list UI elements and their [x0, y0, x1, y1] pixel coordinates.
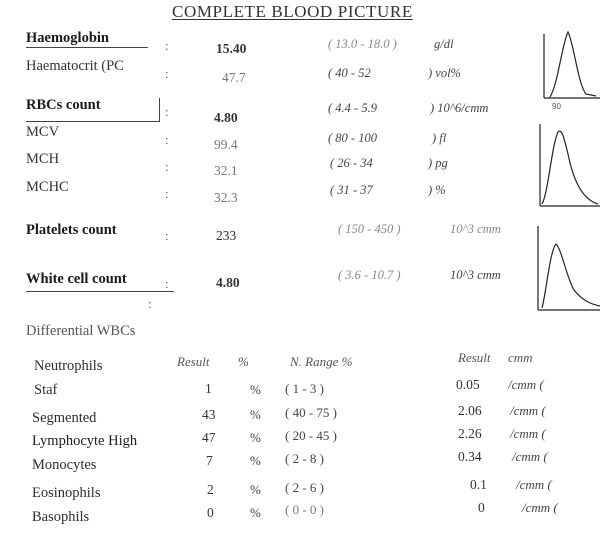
diff-abs-basophils: 0	[478, 500, 485, 515]
diff-range-lymphocyte: ( 20 - 45 )	[285, 428, 337, 443]
diff-percent-basophils: %	[250, 505, 261, 520]
param-unit-mchc: ) %	[428, 183, 446, 197]
diff-range-staf: ( 1 - 3 )	[285, 381, 324, 396]
param-label-mch: MCH	[26, 151, 60, 167]
diff-label-lymphocyte: Lymphocyte High	[32, 433, 138, 449]
colon: :	[165, 276, 169, 291]
diff-percent-monocytes: %	[250, 453, 261, 468]
param-range-mch: ( 26 - 34	[330, 156, 373, 170]
param-label-mcv: MCV	[26, 124, 60, 140]
colon: :	[165, 38, 169, 53]
diff-unit-staf: /cmm (	[508, 377, 544, 392]
colon: :	[165, 159, 169, 174]
colon: :	[165, 66, 169, 81]
divider	[26, 121, 160, 122]
diff-label-staf: Staf	[34, 382, 58, 398]
diff-abs-eosinophils: 0.1	[470, 477, 487, 492]
diff-range-segmented: ( 40 - 75 )	[285, 405, 337, 420]
param-unit-white-cell: 10^3 cmm	[450, 268, 501, 282]
diff-abs-monocytes: 0.34	[458, 449, 482, 464]
divider	[26, 47, 148, 48]
colon: :	[165, 228, 169, 243]
diff-result-basophils: 0	[207, 505, 214, 520]
param-result-haemoglobin: 15.40	[216, 41, 247, 56]
param-unit-haematocrit: ) vol%	[428, 66, 461, 80]
param-range-rbcs: ( 4.4 - 5.9	[328, 101, 377, 115]
diff-unit-monocytes: /cmm (	[512, 449, 548, 464]
diff-unit-eosinophils: /cmm (	[516, 477, 552, 492]
diff-percent-segmented: %	[250, 407, 261, 422]
divider	[26, 291, 174, 292]
param-range-white-cell: ( 3.6 - 10.7 )	[338, 268, 401, 282]
diff-percent-staf: %	[250, 382, 261, 397]
param-result-platelets: 233	[216, 228, 237, 243]
histogram-tick: 90	[552, 102, 561, 111]
diff-percent-eosinophils: %	[250, 482, 261, 497]
header-normal-range: N. Range %	[290, 354, 353, 369]
param-unit-mcv: ) fl	[432, 131, 447, 145]
param-result-mchc: 32.3	[214, 190, 238, 205]
param-unit-rbcs: ) 10^6/cmm	[430, 101, 489, 115]
diff-result-monocytes: 7	[206, 453, 213, 468]
colon: :	[165, 104, 169, 119]
diff-abs-segmented: 2.06	[458, 403, 482, 418]
param-result-white-cell: 4.80	[216, 275, 240, 290]
histogram-graphs	[524, 14, 600, 314]
diff-result-segmented: 43	[202, 407, 216, 422]
param-label-haemoglobin: Haemoglobin	[26, 30, 109, 46]
param-label-white-cell: White cell count	[26, 271, 127, 287]
colon: :	[165, 132, 169, 147]
diff-range-eosinophils: ( 2 - 6 )	[285, 480, 324, 495]
colon: :	[165, 186, 169, 201]
diff-range-monocytes: ( 2 - 8 )	[285, 451, 324, 466]
divider	[159, 98, 160, 122]
diff-result-staf: 1	[205, 381, 212, 396]
diff-unit-segmented: /cmm (	[510, 403, 546, 418]
diff-unit-basophils: /cmm (	[522, 500, 558, 515]
param-label-platelets: Platelets count	[26, 222, 117, 238]
param-range-haematocrit: ( 40 - 52	[328, 66, 371, 80]
diff-label-segmented: Segmented	[32, 410, 97, 426]
diff-range-basophils: ( 0 - 0 )	[285, 502, 324, 517]
diff-label-basophils: Basophils	[32, 509, 90, 525]
param-range-mchc: ( 31 - 37	[330, 183, 373, 197]
header-result: Result	[177, 354, 210, 369]
diff-unit-lymphocyte: /cmm (	[510, 426, 546, 441]
wbc-histogram	[538, 226, 600, 310]
header-percent: %	[238, 354, 249, 369]
param-range-mcv: ( 80 - 100	[328, 131, 377, 145]
diff-percent-lymphocyte: %	[250, 430, 261, 445]
param-result-rbcs: 4.80	[214, 110, 238, 125]
param-label-rbcs: RBCs count	[26, 97, 101, 113]
header-abs-result: Result	[458, 350, 491, 365]
diff-label-eosinophils: Eosinophils	[32, 485, 101, 501]
param-range-platelets: ( 150 - 450 )	[338, 222, 401, 236]
diff-abs-lymphocyte: 2.26	[458, 426, 482, 441]
param-result-mch: 32.1	[214, 163, 238, 178]
diff-result-lymphocyte: 47	[202, 430, 216, 445]
param-result-haematocrit: 47.7	[222, 70, 246, 85]
param-result-mcv: 99.4	[214, 137, 238, 152]
param-unit-haemoglobin: g/dl	[434, 37, 454, 51]
param-label-haematocrit: Haematocrit (PC	[26, 58, 124, 74]
param-label-mchc: MCHC	[26, 179, 69, 195]
colon: :	[148, 296, 152, 311]
header-abs-unit: cmm	[508, 350, 533, 365]
report-title: COMPLETE BLOOD PICTURE	[172, 2, 413, 21]
diff-result-eosinophils: 2	[207, 482, 214, 497]
diff-label-monocytes: Monocytes	[32, 457, 97, 473]
neutrophils-label: Neutrophils	[34, 358, 103, 374]
rbc-histogram	[544, 32, 600, 98]
differential-heading: Differential WBCs	[26, 323, 136, 339]
param-range-haemoglobin: ( 13.0 - 18.0 )	[328, 37, 397, 51]
plt-histogram	[540, 124, 600, 206]
diff-abs-staf: 0.05	[456, 377, 480, 392]
param-unit-mch: ) pg	[428, 156, 448, 170]
param-unit-platelets: 10^3 cmm	[450, 222, 501, 236]
